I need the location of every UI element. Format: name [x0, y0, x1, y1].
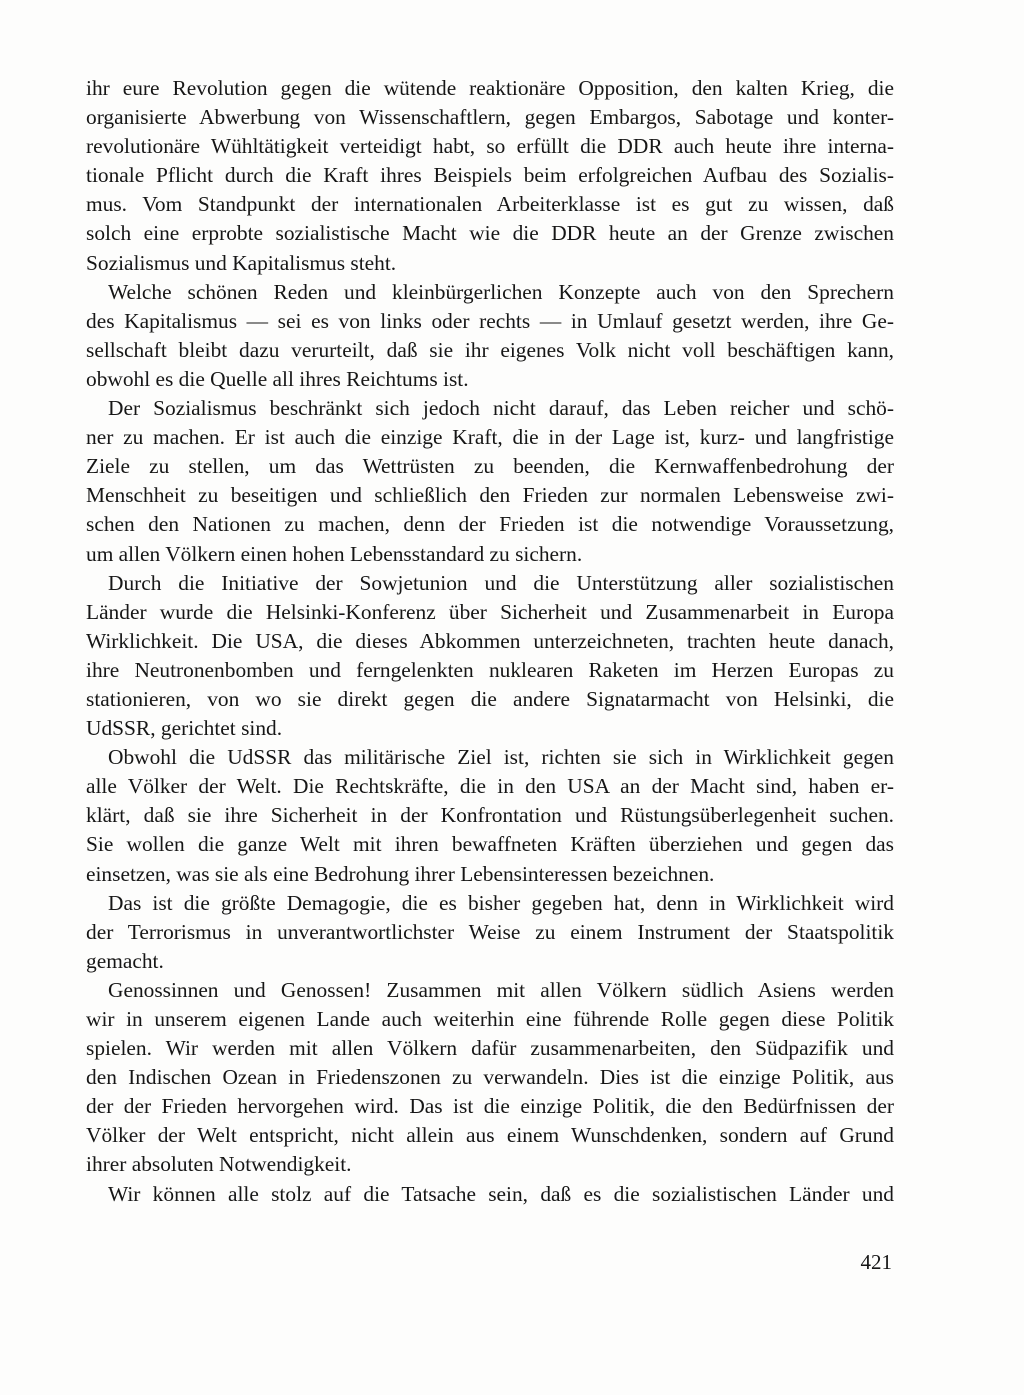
text-line: organisierte Abwerbung von Wissenschaftlern, gegen Embargos, Sabotage und konter-	[86, 105, 894, 130]
text-line: Sozialismus und Kapitalismus steht.	[86, 250, 397, 275]
text-line: mus. Vom Standpunkt der internationalen Arbeiterklasse ist es gut zu wissen, daß	[86, 192, 894, 217]
text-line: sellschaft bleibt dazu verurteilt, daß sie ihr eigenes Volk nicht voll beschäftigen kann,	[86, 337, 894, 362]
text-line: einsetzen, was sie als eine Bedrohung ihrer Lebensinteressen bezeichnen.	[86, 861, 715, 886]
text-line: spielen. Wir werden mit allen Völkern dafür zusammenarbeiten, den Südpazifik und	[86, 1036, 894, 1061]
text-line: klärt, daß sie ihre Sicherheit in der Konfrontation und Rüstungsüberlegenheit suchen.	[86, 803, 894, 828]
text-line: der der Frieden hervorgehen wird. Das ist die einzige Politik, die den Bedürfnissen der	[86, 1094, 894, 1119]
text-line: um allen Völkern einen hohen Lebensstandard zu sichern.	[86, 541, 583, 566]
text-line: gemacht.	[86, 948, 164, 973]
text-line: den Indischen Ozean in Friedenszonen zu verwandeln. Dies ist die einzige Politik, aus	[86, 1065, 894, 1090]
text-line: Genossinnen und Genossen! Zusammen mit allen Völkern südlich Asiens werden	[108, 977, 894, 1002]
text-line: Länder wurde die Helsinki-Konferenz über Sicherheit und Zusammenarbeit in Europa	[86, 599, 894, 624]
text-line: der Terrorismus in unverantwortlichster Weise zu einem Instrument der Staatspolitik	[86, 919, 894, 944]
text-line: ihre Neutronenbomben und ferngelenkten nuklearen Raketen im Herzen Europas zu	[86, 657, 894, 682]
text-line: Der Sozialismus beschränkt sich jedoch nicht darauf, das Leben reicher und schö-	[108, 396, 894, 421]
text-line: des Kapitalismus — sei es von links oder rechts — in Umlauf gesetzt werden, ihre Ge-	[86, 308, 894, 333]
text-line: Das ist die größte Demagogie, die es bisher gegeben hat, denn in Wirklichkeit wird	[108, 890, 894, 915]
text-line: ihrer absoluten Notwendigkeit.	[86, 1152, 352, 1177]
text-line: schen den Nationen zu machen, denn der Frieden ist die notwendige Voraussetzung,	[86, 512, 894, 537]
text-line: ihr eure Revolution gegen die wütende reaktionäre Opposition, den kalten Krieg, die	[86, 76, 894, 100]
text-line: Wirklichkeit. Die USA, die dieses Abkommen unterzeichneten, trachten heute danach,	[86, 628, 894, 653]
text-line: ner zu machen. Er ist auch die einzige Kraft, die in der Lage ist, kurz- und langfristige	[86, 425, 894, 450]
text-line: Völker der Welt entspricht, nicht allein aus einem Wunschdenken, sondern auf Grund	[86, 1123, 894, 1148]
text-line: Durch die Initiative der Sowjetunion und die Unterstützung aller sozialistischen	[108, 570, 894, 595]
text-line: revolutionäre Wühltätigkeit verteidigt habt, so erfüllt die DDR auch heute ihre interna-	[86, 134, 894, 159]
text-line: alle Völker der Welt. Die Rechtskräfte, die in den USA an der Macht sind, haben er-	[86, 774, 894, 799]
body-text	[86, 74, 894, 1209]
text-line: Obwohl die UdSSR das militärische Ziel ist, richten sie sich in Wirklichkeit gegen	[108, 745, 894, 770]
text-line: Wir können alle stolz auf die Tatsache sein, daß es die sozialistischen Länder und	[108, 1181, 894, 1206]
text-line: solch eine erprobte sozialistische Macht wie die DDR heute an der Grenze zwischen	[86, 221, 894, 246]
text-line: tionale Pflicht durch die Kraft ihres Beispiels beim erfolgreichen Aufbau des Sozialis-	[86, 163, 894, 188]
text-line: Sie wollen die ganze Welt mit ihren bewaffneten Kräften überziehen und gegen das	[86, 832, 894, 857]
text-line: wir in unserem eigenen Lande auch weiterhin eine führende Rolle gegen diese Politik	[86, 1007, 894, 1031]
text-line: Menschheit zu beseitigen und schließlich den Frieden zur normalen Lebensweise zwi-	[86, 483, 894, 508]
page-number: 421	[860, 1250, 892, 1274]
text-line: Welche schönen Reden und kleinbürgerlichen Konzepte auch von den Sprechern	[108, 279, 894, 304]
text-line: obwohl es die Quelle all ihres Reichtums ist.	[86, 366, 469, 391]
text-line: UdSSR, gerichtet sind.	[86, 716, 283, 741]
text-line: stationieren, von wo sie direkt gegen die andere Signatarmacht von Helsinki, die	[86, 686, 894, 711]
text-line: Ziele zu stellen, um das Wettrüsten zu beenden, die Kernwaffenbedrohung der	[86, 454, 894, 479]
